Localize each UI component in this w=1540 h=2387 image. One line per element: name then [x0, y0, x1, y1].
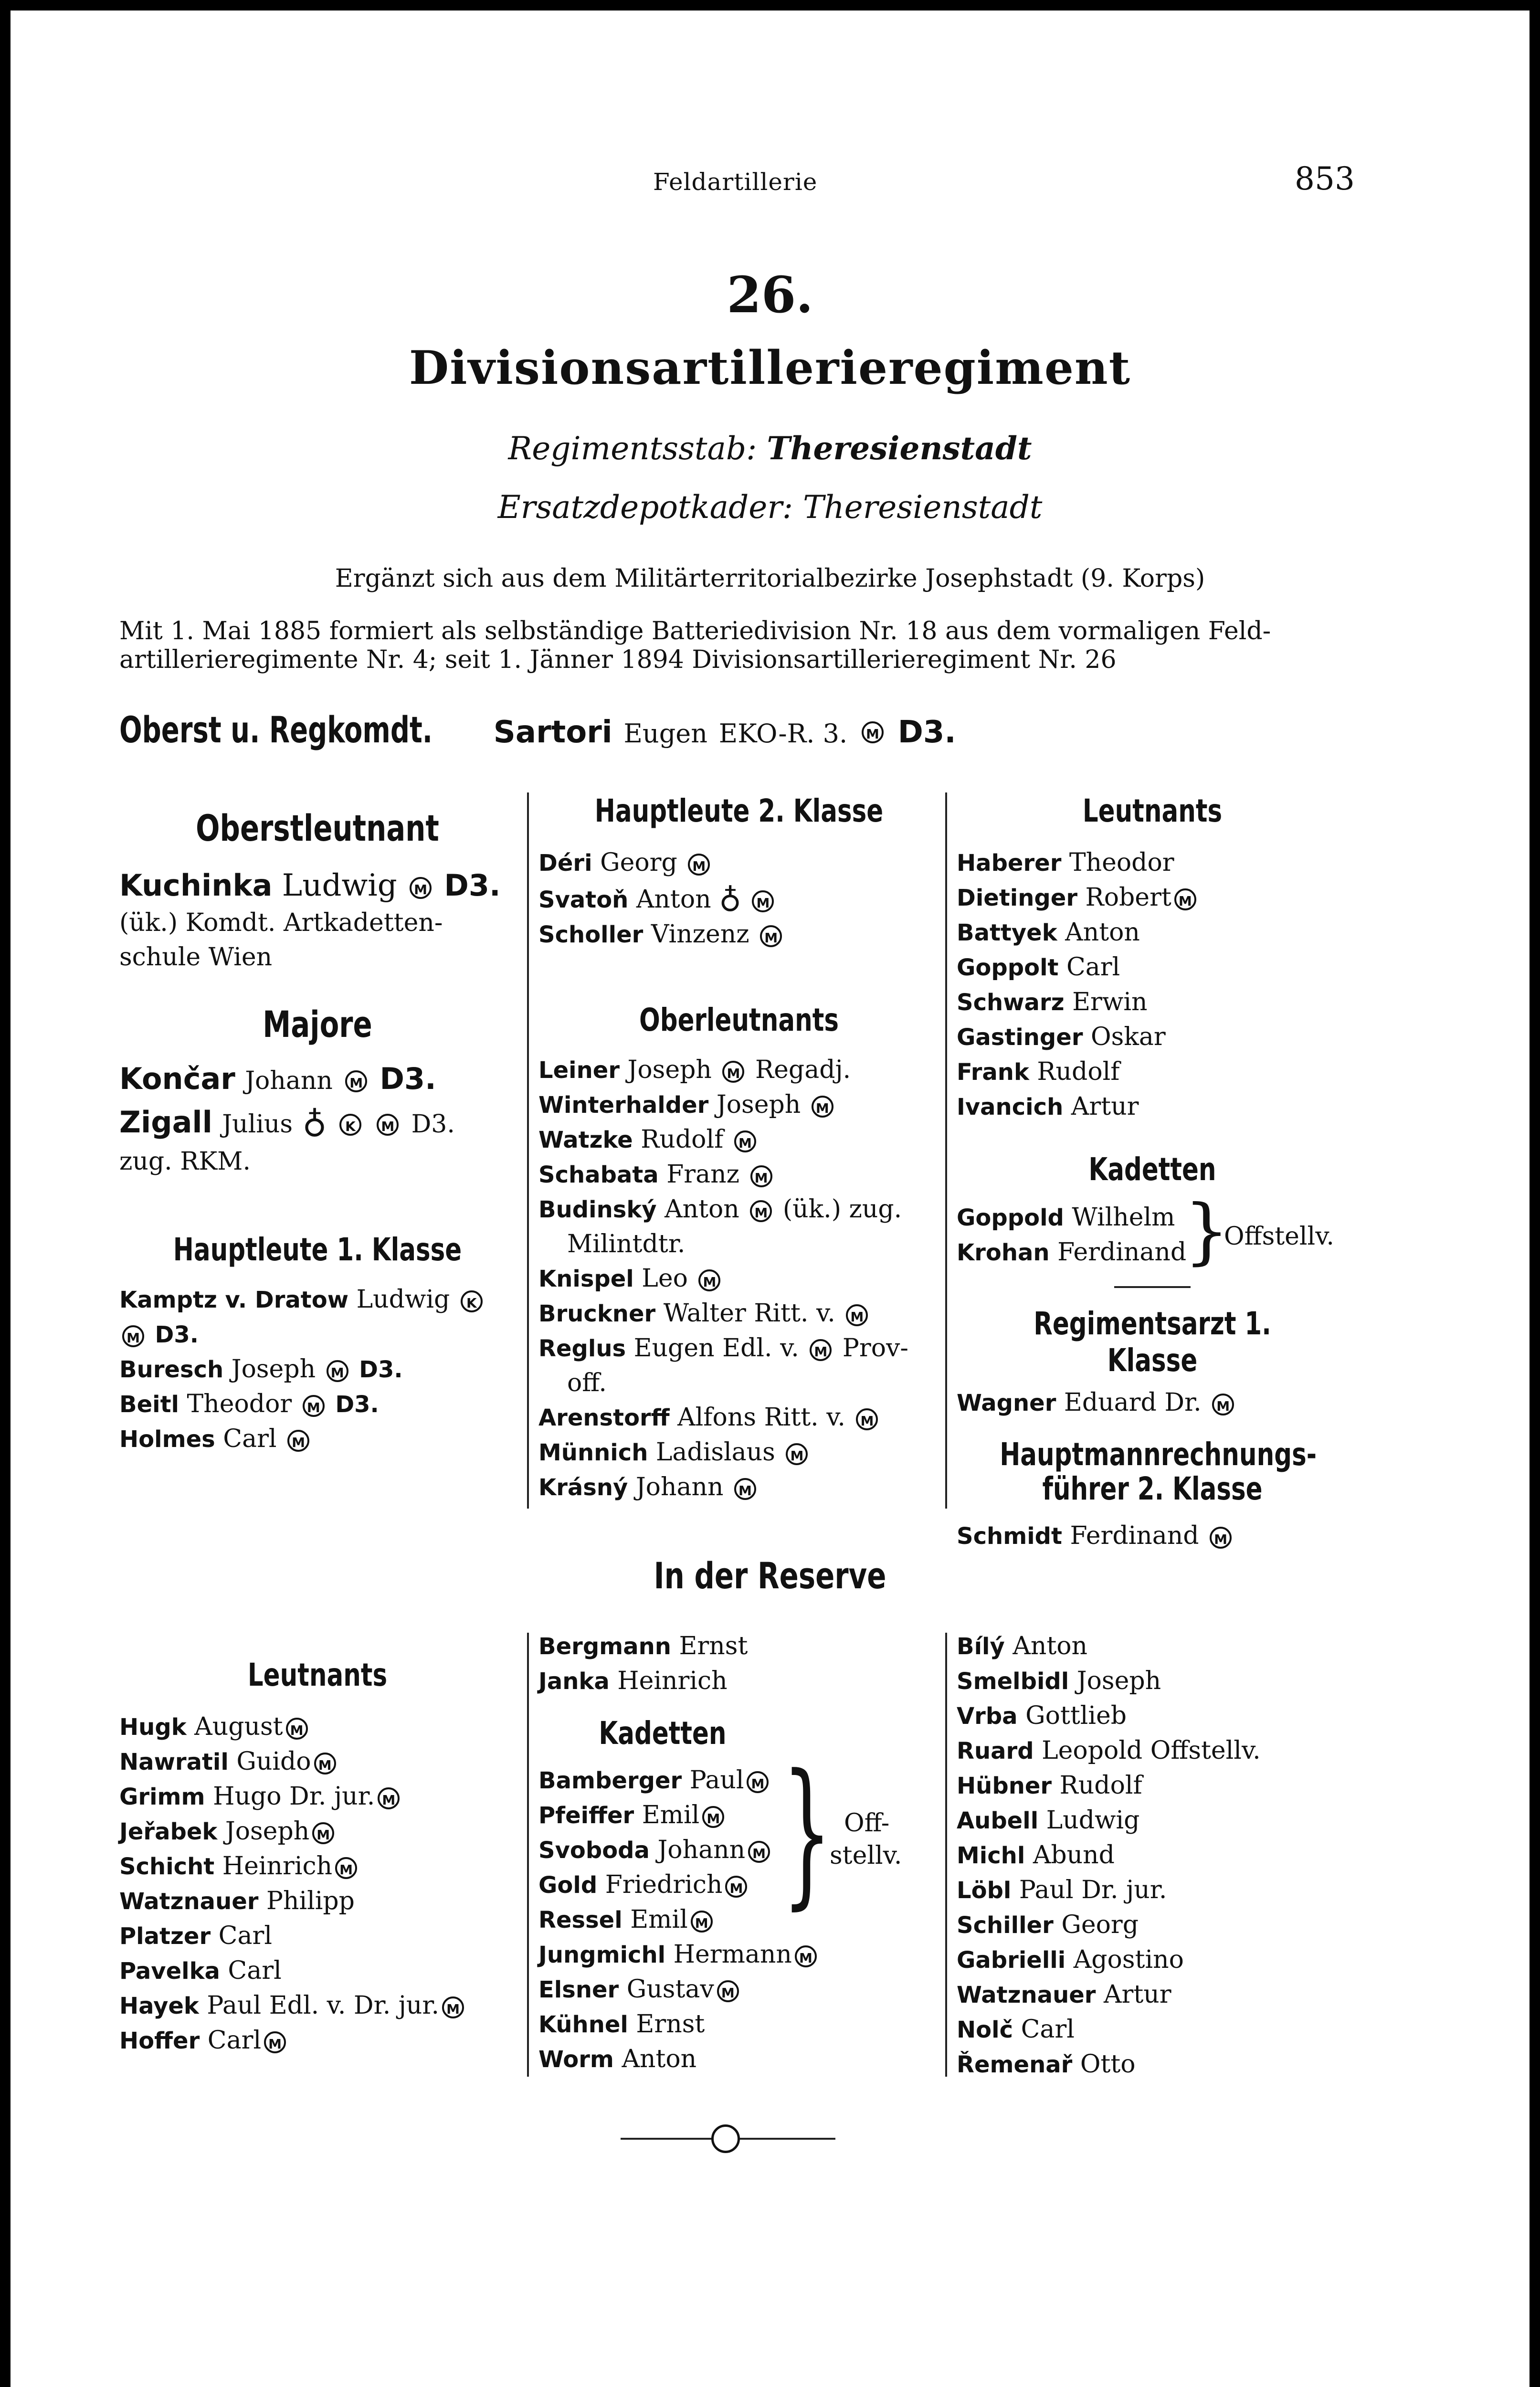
given-name: Leopold Offstellv. [1042, 1736, 1261, 1765]
surname: Grimm [119, 1784, 205, 1810]
given-name: Guido [236, 1747, 311, 1776]
oberleutnant-entry-10: Münnich Ladislaus M [538, 1435, 939, 1470]
oberleutnant-entry-5-line-2: Milintdtr. [567, 1230, 686, 1258]
regimentsarzt-heading: Regimentsarzt 1. Klasse [1034, 1305, 1271, 1379]
hauptmann1-entry-3: Beitl Theodor M D3. [119, 1390, 379, 1418]
staff-value: Theresienstadt [767, 430, 1032, 467]
hauptmann1-entry-2: Buresch Joseph M D3. [119, 1355, 403, 1384]
surname: Jungmichl [538, 1942, 666, 1968]
ring-symbol-icon: ♁ [719, 880, 741, 915]
middle-column [538, 792, 939, 1505]
given-name: Carl [207, 2026, 262, 2055]
kadett-entry-1: Goppold Wilhelm [957, 1203, 1175, 1232]
given-name: Emil [642, 1801, 700, 1829]
surname: Schicht [119, 1853, 215, 1880]
rechnungsfuehrer-heading-2: führer 2. Klasse [1042, 1470, 1263, 1507]
given-name: Carl [1066, 953, 1120, 982]
k-symbol-icon: K [339, 1114, 361, 1136]
m-symbol-icon: M [786, 1443, 808, 1465]
given-name: Friedrich [605, 1870, 723, 1899]
oberleutnant-entry-4: Schabata Franz M [538, 1157, 939, 1192]
m-symbol-icon: M [286, 1718, 308, 1740]
surname: Hübner [957, 1773, 1052, 1799]
m-symbol-icon: M [810, 1339, 832, 1361]
surname: Aubell [957, 1807, 1039, 1834]
reserve-leutnant-entry [119, 1988, 516, 2023]
reserve-middle-bottom-list [538, 1937, 939, 2077]
surname: Gold [538, 1872, 598, 1899]
reserve-leutnant-entry [538, 1629, 939, 1664]
reserve-leutnant-entry [538, 1972, 939, 2007]
kadetten-note: Offstellv. [1224, 1222, 1334, 1251]
hauptmann1-entry-1-line-2: M D3. [119, 1317, 516, 1352]
given-name: Abund [1033, 1841, 1115, 1869]
commander-decoration: EKO-R. 3. [718, 718, 848, 749]
page-number: 853 [1295, 160, 1355, 197]
reserve-leutnant-entry [538, 1937, 939, 1972]
surname: Smelbidl [957, 1668, 1069, 1695]
leutnant-entry [957, 1020, 1396, 1055]
given-name: Agostino [1073, 1945, 1184, 1974]
reserve-leutnant-entry [957, 1803, 1386, 1838]
surname: Gabrielli [957, 1947, 1066, 1974]
given-name: Anton [622, 2045, 697, 2073]
commander-rank: Oberst u. Regkomdt. [119, 708, 433, 751]
m-symbol-icon: M [698, 1269, 720, 1291]
reserve-kadetten-note-1: Off- [844, 1809, 890, 1838]
m-symbol-icon: M [702, 1806, 724, 1828]
surname: Nawratil [119, 1749, 229, 1775]
hauptleute1-heading: Hauptleute 1. Klasse [173, 1231, 462, 1268]
given-name: Joseph [225, 1817, 310, 1846]
given-name: Rudolf [1037, 1057, 1120, 1086]
reserve-leutnant-entry [957, 1908, 1386, 1943]
reserve-leutnant-entry [538, 1664, 939, 1699]
reserve-leutnant-entry [957, 1977, 1386, 2012]
m-symbol-icon: M [287, 1430, 309, 1452]
m-symbol-icon: M [410, 877, 432, 899]
regiment-number: 26. [727, 265, 813, 324]
hauptmann2-entry-2: Svatoň Anton ♁ M [538, 880, 939, 917]
oberstleutnant-entry: Kuchinka Ludwig M D3. [119, 868, 501, 903]
surname: Hugk [119, 1714, 187, 1741]
m-symbol-icon: M [748, 1841, 770, 1863]
kadett-entry-2: Krohan Ferdinand [957, 1238, 1187, 1267]
surname: Hayek [119, 1993, 199, 2019]
given-name: Anton [1013, 1632, 1088, 1660]
surname: Kuchinka [119, 868, 273, 903]
reserve-leutnants-list [119, 1710, 516, 2058]
m-symbol-icon: M [345, 1070, 367, 1092]
given-name: Artur [1104, 1980, 1171, 2009]
given-name: Hermann [673, 1940, 792, 1969]
right-column [957, 792, 1396, 1553]
major-entry-1: Končar Johann M D3. [119, 1061, 436, 1096]
leutnant-entry [957, 1055, 1396, 1089]
surname: Svoboda [538, 1837, 650, 1864]
given-name: Ernst [679, 1632, 748, 1660]
oberleutnant-entry-3: Watzke Rudolf M [538, 1122, 939, 1157]
m-symbol-icon: M [688, 854, 710, 876]
reserve-divider-2 [945, 1633, 947, 2077]
reserve-leutnants-heading: Leutnants [247, 1657, 388, 1693]
surname: Pfeiffer [538, 1802, 634, 1829]
surname: Michl [957, 1842, 1025, 1869]
given-name: Ludwig [1046, 1806, 1140, 1835]
surname: Ruard [957, 1738, 1034, 1764]
leutnants-list [957, 845, 1396, 1124]
m-symbol-icon: M [314, 1753, 336, 1774]
given-name: Philipp [266, 1887, 355, 1915]
surname: Nolč [957, 2017, 1013, 2043]
given-name: Heinrich [617, 1667, 728, 1695]
given-name: Otto [1080, 2050, 1136, 2079]
given-name: Johann [657, 1836, 746, 1864]
m-symbol-icon: M [335, 1857, 357, 1879]
given-name: Paul [689, 1766, 744, 1795]
major-entry-2-line-2: zug. RKM. [119, 1147, 251, 1176]
surname: Löbl [957, 1877, 1012, 1904]
m-symbol-icon: M [122, 1325, 144, 1347]
given-name: Theodor [1069, 848, 1174, 877]
m-symbol-icon: M [734, 1478, 756, 1500]
m-symbol-icon: M [846, 1304, 868, 1326]
reserve-kadett-entry [538, 1763, 939, 1798]
m-symbol-icon: M [750, 1200, 772, 1222]
m-symbol-icon: M [752, 890, 774, 912]
given-name: Georg [1061, 1911, 1139, 1939]
oberleutnant-entry-9: Arenstorff Alfons Ritt. v. M [538, 1400, 939, 1435]
surname: Battyek [957, 919, 1057, 946]
reserve-leutnant-entry [119, 1954, 516, 1988]
reserve-leutnant-entry [957, 2047, 1386, 2082]
section-rule [1114, 1286, 1191, 1288]
oberleutnants-heading: Oberleutnants [639, 1002, 839, 1038]
m-symbol-icon: M [691, 1911, 713, 1933]
m-symbol-icon: M [378, 1787, 400, 1809]
surname: Worm [538, 2046, 614, 2073]
given-name: Carl [218, 1922, 272, 1950]
reserve-right-list [957, 1629, 1386, 2082]
given-name: Joseph [1076, 1667, 1161, 1695]
oberstleutnant-heading: Oberstleutnant [196, 807, 439, 849]
m-symbol-icon: M [862, 721, 884, 743]
oberleutnant-entry-1: Leiner Joseph M Regadj. [538, 1056, 851, 1084]
surname: Jeřabek [119, 1818, 218, 1845]
surname: Ivancich [957, 1094, 1064, 1120]
m-symbol-icon: M [722, 1061, 744, 1083]
brace-icon: } [1184, 1190, 1230, 1273]
surname: Pavelka [119, 1958, 220, 1985]
reserve-leutnant-entry [957, 1664, 1386, 1699]
given-name: Artur [1071, 1092, 1139, 1121]
column-divider-2 [945, 792, 947, 1509]
reserve-middle-top-list [538, 1629, 939, 1699]
given-name: Rudolf [1059, 1771, 1142, 1800]
surname: Hoffer [119, 2028, 200, 2054]
oberleutnant-entry-8: Reglus Eugen Edl. v. M Prov- [538, 1334, 908, 1362]
m-symbol-icon: M [1174, 888, 1196, 910]
given-name: Robert [1085, 883, 1171, 912]
reserve-kadetten-note-2: stellv. [830, 1841, 902, 1870]
reserve-leutnant-entry [957, 1733, 1386, 1768]
given-name: August [194, 1712, 283, 1741]
reserve-heading: In der Reserve [654, 1554, 886, 1597]
reserve-leutnant-entry [119, 1919, 516, 1954]
reserve-right-column [957, 1629, 1386, 2082]
staff-line [0, 430, 1540, 467]
regiment-title: Divisionsartillerieregiment [409, 341, 1131, 395]
m-symbol-icon: M [734, 1130, 756, 1152]
left-column [119, 802, 516, 1457]
m-symbol-icon: M [264, 2031, 286, 2053]
given-name: Carl [228, 1956, 282, 1985]
m-symbol-icon: M [725, 1876, 747, 1898]
leutnants-heading: Leutnants [1082, 792, 1223, 829]
m-symbol-icon: M [760, 925, 782, 947]
majore-heading: Majore [263, 1003, 372, 1046]
m-symbol-icon: M [303, 1395, 325, 1417]
surname: Watznauer [119, 1888, 259, 1915]
hauptmann1-entry-1: Kamptz v. Dratow Ludwig K [119, 1282, 516, 1317]
given-name: Gottlieb [1025, 1701, 1127, 1730]
oberstleutnant-line-3: schule Wien [119, 943, 273, 972]
m-symbol-icon: M [442, 1996, 464, 2018]
surname: Schwarz [957, 989, 1065, 1016]
hauptmann1-entry-4: Holmes Carl M [119, 1422, 516, 1457]
given-name: Heinrich [222, 1852, 333, 1880]
surname: Řemenař [957, 2051, 1073, 2078]
running-head: Feldartillerie [653, 168, 818, 196]
m-symbol-icon: M [717, 1980, 739, 2002]
surname: Kühnel [538, 2011, 628, 2038]
depot-line [0, 489, 1540, 526]
regimentsarzt-entry: Wagner Eduard Dr. M [957, 1385, 1396, 1420]
reserve-left-column [119, 1657, 516, 2058]
m-symbol-icon: M [312, 1822, 334, 1844]
given-name: Paul Dr. jur. [1019, 1876, 1167, 1904]
reserve-leutnant-entry [538, 2007, 939, 2042]
staff-label: Regimentsstab: [508, 430, 757, 467]
oberleutnant-entry-8-line-2: off. [567, 1369, 607, 1397]
commander-given: Eugen [623, 718, 707, 749]
m-symbol-icon: M [747, 1771, 769, 1793]
surname: Watznauer [957, 1982, 1096, 2008]
surname: Janka [538, 1668, 610, 1695]
reserve-leutnant-entry [957, 1629, 1386, 1664]
leutnant-entry [957, 880, 1396, 915]
reserve-leutnant-entry [957, 1768, 1386, 1803]
commander-line [119, 708, 956, 751]
surname: Goppolt [957, 954, 1059, 981]
ring-symbol-icon: ♁ [302, 1101, 327, 1141]
rechnungsfuehrer-entry: Schmidt Ferdinand M [957, 1519, 1396, 1553]
surname: Frank [957, 1059, 1029, 1086]
leutnant-entry [957, 915, 1396, 950]
given-name: Anton [1065, 918, 1140, 947]
m-symbol-icon: M [856, 1408, 878, 1430]
given-name: Paul Edl. v. Dr. jur. [207, 1991, 440, 2020]
reserve-leutnant-entry [957, 2012, 1386, 2047]
given-name: Emil [630, 1905, 688, 1934]
reserve-kadetten-heading: Kadetten [599, 1715, 727, 1752]
leutnant-entry [957, 985, 1396, 1020]
reserve-kadetten-group [538, 1741, 939, 1937]
oberleutnant-entry-11: Krásný Johann M [538, 1470, 939, 1505]
leutnant-entry [957, 950, 1396, 985]
given-name: Gustav [626, 1975, 714, 2004]
reserve-leutnant-entry [119, 1779, 516, 1814]
surname: Bamberger [538, 1767, 682, 1794]
reserve-leutnant-entry [119, 1884, 516, 1919]
surname: Haberer [957, 850, 1062, 877]
brace-icon: } [782, 1741, 832, 1924]
m-symbol-icon: M [750, 1165, 772, 1187]
major-entry-2: Zigall Julius ♁ K M D3. [119, 1101, 455, 1141]
depot-label: Ersatzdepotkader: [497, 489, 793, 526]
surname: Elsner [538, 1976, 619, 2003]
hauptmann2-entry-1: Déri Georg M [538, 845, 939, 880]
surname: Dietinger [957, 885, 1078, 911]
reserve-leutnant-entry [957, 1943, 1386, 1977]
surname: Ressel [538, 1907, 622, 1933]
surname: Gastinger [957, 1024, 1083, 1051]
reserve-leutnant-entry [538, 2042, 939, 2077]
reserve-leutnant-entry [119, 2023, 516, 2058]
reserve-leutnant-entry [119, 1710, 516, 1744]
reserve-leutnant-entry [119, 1849, 516, 1884]
given-name: Oskar [1091, 1023, 1166, 1051]
rechnungsfuehrer-heading-1: Hauptmannrechnungs- [1000, 1436, 1317, 1473]
oberleutnant-entry-5: Budinský Anton M (ük.) zug. [538, 1195, 902, 1224]
reserve-leutnant-entry [957, 1838, 1386, 1873]
hauptmann2-entry-3: Scholler Vinzenz M [538, 917, 939, 952]
reserve-leutnant-entry [119, 1744, 516, 1779]
m-symbol-icon: M [327, 1360, 348, 1382]
reserve-middle-column [538, 1629, 939, 2077]
commander-after: D3. [897, 715, 956, 750]
given-name: Carl [1021, 2015, 1075, 2044]
kadetten-group [957, 1190, 1396, 1277]
surname: Vrba [957, 1703, 1018, 1730]
m-symbol-icon: M [795, 1945, 817, 1967]
history-line-2: artillerieregimente Nr. 4; seit 1. Jänner 1894 Divisionsartillerieregiment Nr. 26 [119, 645, 1117, 674]
m-symbol-icon: M [1212, 1394, 1234, 1415]
oberstleutnant-line-2: (ük.) Komdt. Artkadetten- [119, 908, 443, 937]
leutnant-entry [957, 1089, 1396, 1124]
surname: Platzer [119, 1923, 211, 1950]
given-name: Hugo Dr. jur. [213, 1782, 375, 1811]
m-symbol-icon: M [812, 1096, 833, 1118]
surname: Schiller [957, 1912, 1054, 1939]
ornament-icon [711, 2124, 740, 2153]
m-symbol-icon: M [1210, 1527, 1232, 1549]
surname: Bílý [957, 1633, 1005, 1660]
depot-value: Theresienstadt [803, 489, 1043, 526]
oberleutnant-entry-2: Winterhalder Joseph M [538, 1088, 939, 1122]
leutnant-entry [957, 845, 1396, 880]
given-name: Erwin [1072, 988, 1148, 1016]
supplement-text: Ergänzt sich aus dem Militärterritorialbezirke Josephstadt (9. Korps) [335, 564, 1205, 593]
reserve-divider-1 [527, 1633, 529, 2077]
reserve-leutnant-entry [119, 1814, 516, 1849]
oberleutnant-entry-6: Knispel Leo M [538, 1261, 939, 1296]
commander-surname: Sartori [493, 715, 612, 750]
reserve-leutnant-entry [957, 1699, 1386, 1733]
reserve-leutnant-entry [957, 1873, 1386, 1908]
oberleutnant-entry-7: Bruckner Walter Ritt. v. M [538, 1296, 939, 1331]
reserve-kadett-entry [538, 1902, 939, 1937]
given-name: Ernst [636, 2010, 705, 2038]
m-symbol-icon: M [377, 1114, 399, 1136]
column-divider-1 [527, 792, 529, 1509]
k-symbol-icon: K [461, 1290, 483, 1312]
surname: Bergmann [538, 1633, 671, 1660]
kadetten-heading: Kadetten [1088, 1151, 1216, 1188]
history-line-1: Mit 1. Mai 1885 formiert als selbständige Batteriedivision Nr. 18 aus dem vormaligen Feld- [119, 617, 1271, 645]
hauptleute2-heading: Hauptleute 2. Klasse [594, 792, 884, 829]
